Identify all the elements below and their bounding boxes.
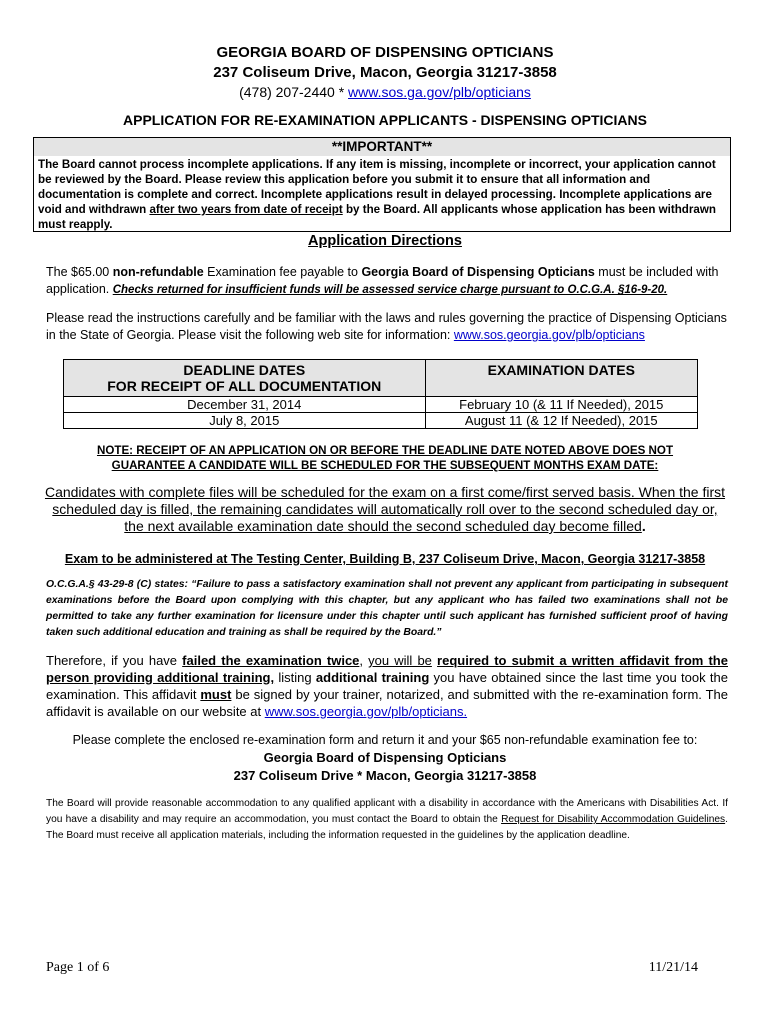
revision-date: 11/21/14 — [648, 960, 698, 975]
dates-table — [63, 359, 698, 429]
affidavit-link[interactable]: www.sos.georgia.gov/plb/opticians. — [264, 704, 468, 719]
deadline-header: DEADLINE DATES FOR RECEIPT OF ALL DOCUMENTATION — [64, 360, 426, 397]
therefore-paragraph: Therefore, if you have failed the examination twice, you will be required to submit a written affidavit from the person providing additional training, listing additional training you have obtained since the last time you took the examination. This affidavit must be signed by your trainer, notarized, and submitted with the re-examination form. The affidavit is available on our website at www.sos.georgia.gov/plb/opticians. — [46, 653, 728, 719]
deadline-cell: July 8, 2015 — [64, 413, 426, 429]
candidates-paragraph: Candidates with complete files will be scheduled for the exam on a first come/first served basis. When the first scheduled day is filled, the remaining candidates will automatically roll over to the second scheduled day or, the next available examination date should the second scheduled day become filled. — [44, 484, 726, 534]
accommodation-guidelines: Request for Disability Accommodation Guidelines — [501, 814, 726, 825]
instructions-paragraph: Please read the instructions carefully and be familiar with the laws and rules governing the practice of Dispensing Opticians in the State of Georgia. Please visit the following web site for information: www.sos.georgia.gov/plb/opticians — [46, 311, 727, 342]
deadline-cell: December 31, 2014 — [64, 397, 426, 413]
instructions-link[interactable]: www.sos.georgia.gov/plb/opticians — [453, 328, 645, 342]
fee-paragraph: The $65.00 non-refundable Examination fee payable to Georgia Board of Dispensing Opticians must be included with application. Checks returned for insufficient funds will be assessed service charge pursuant to O.C.G.A. §16-9-20. — [46, 265, 719, 296]
submit-instructions: Please complete the enclosed re-examination form and return it and your $65 non-refundable examination fee to: — [72, 733, 698, 747]
board-address: 237 Coliseum Drive, Macon, Georgia 31217-3858 — [213, 64, 557, 81]
website-link[interactable]: www.sos.ga.gov/plb/opticians — [348, 84, 531, 100]
ocga-quote: O.C.G.A.§ 43-29-8 (C) states: “Failure to pass a satisfactory examination shall not prevent any applicant from participating in subsequent examinations before the Board upon complying with this chapter, but any applicant who has failed two examinations shall not be permitted to take any further examination for licensure under this chapter until such applicant has furnished sufficient proof of having taken such additional education and training as shall be required by the Board.” — [46, 579, 728, 638]
checks-warning: Checks returned for insufficient funds will be assessed service charge pursuant to O.C.G.A. §16-9-20. — [112, 284, 668, 296]
exam-cell: August 11 (& 12 If Needed), 2015 — [425, 413, 697, 429]
important-title: **IMPORTANT** — [331, 139, 433, 154]
board-name: GEORGIA BOARD OF DISPENSING OPTICIANS — [216, 44, 554, 61]
submit-address: 237 Coliseum Drive * Macon, Georgia 31217-3858 — [233, 768, 537, 783]
directions-title: Application Directions — [308, 233, 462, 249]
table-row — [64, 397, 698, 413]
submit-board: Georgia Board of Dispensing Opticians — [263, 750, 507, 765]
page-number: Page 1 of 6 — [46, 960, 110, 975]
table-row — [64, 413, 698, 429]
important-box — [33, 137, 731, 232]
important-text: The Board cannot process incomplete applications. If any item is missing, incomplete or incorrect, your application cannot be reviewed by the Board. Please review this application before you submit it to ensure that all information and documentation is complete and correct. Incomplete applications result in delayed processing. Incomplete applications are void and withdrawn after two years from date of receipt by the Board. All applicants whose application has been withdrawn must reapply. — [38, 158, 716, 232]
exam-cell: February 10 (& 11 If Needed), 2015 — [425, 397, 697, 413]
note: NOTE: RECEIPT OF AN APPLICATION ON OR BEFORE THE DEADLINE DATE NOTED ABOVE DOES NOT GUARANTEE A CANDIDATE WILL BE SCHEDULED FOR THE SUBSEQUENT MONTHS EXAM DATE: — [96, 444, 674, 472]
phone: (478) 207-2440 * — [239, 84, 349, 100]
form-title: APPLICATION FOR RE-EXAMINATION APPLICANTS - DISPENSING OPTICIANS — [123, 112, 647, 128]
exam-header: EXAMINATION DATES — [425, 360, 697, 397]
board-contact — [0, 84, 770, 100]
ada-paragraph: The Board will provide reasonable accommodation to any qualified applicant with a disability in accordance with the Americans with Disabilities Act. If you have a disability and may require an accommodation, you must contact the Board to obtain the Request for Disability Accommodation Guidelines. The Board must receive all application materials, including the information requested in the guidelines by the application deadline. — [46, 798, 728, 841]
exam-location: Exam to be administered at The Testing Center, Building B, 237 Coliseum Drive, Macon, Georgia 31217-3858 — [64, 552, 706, 566]
